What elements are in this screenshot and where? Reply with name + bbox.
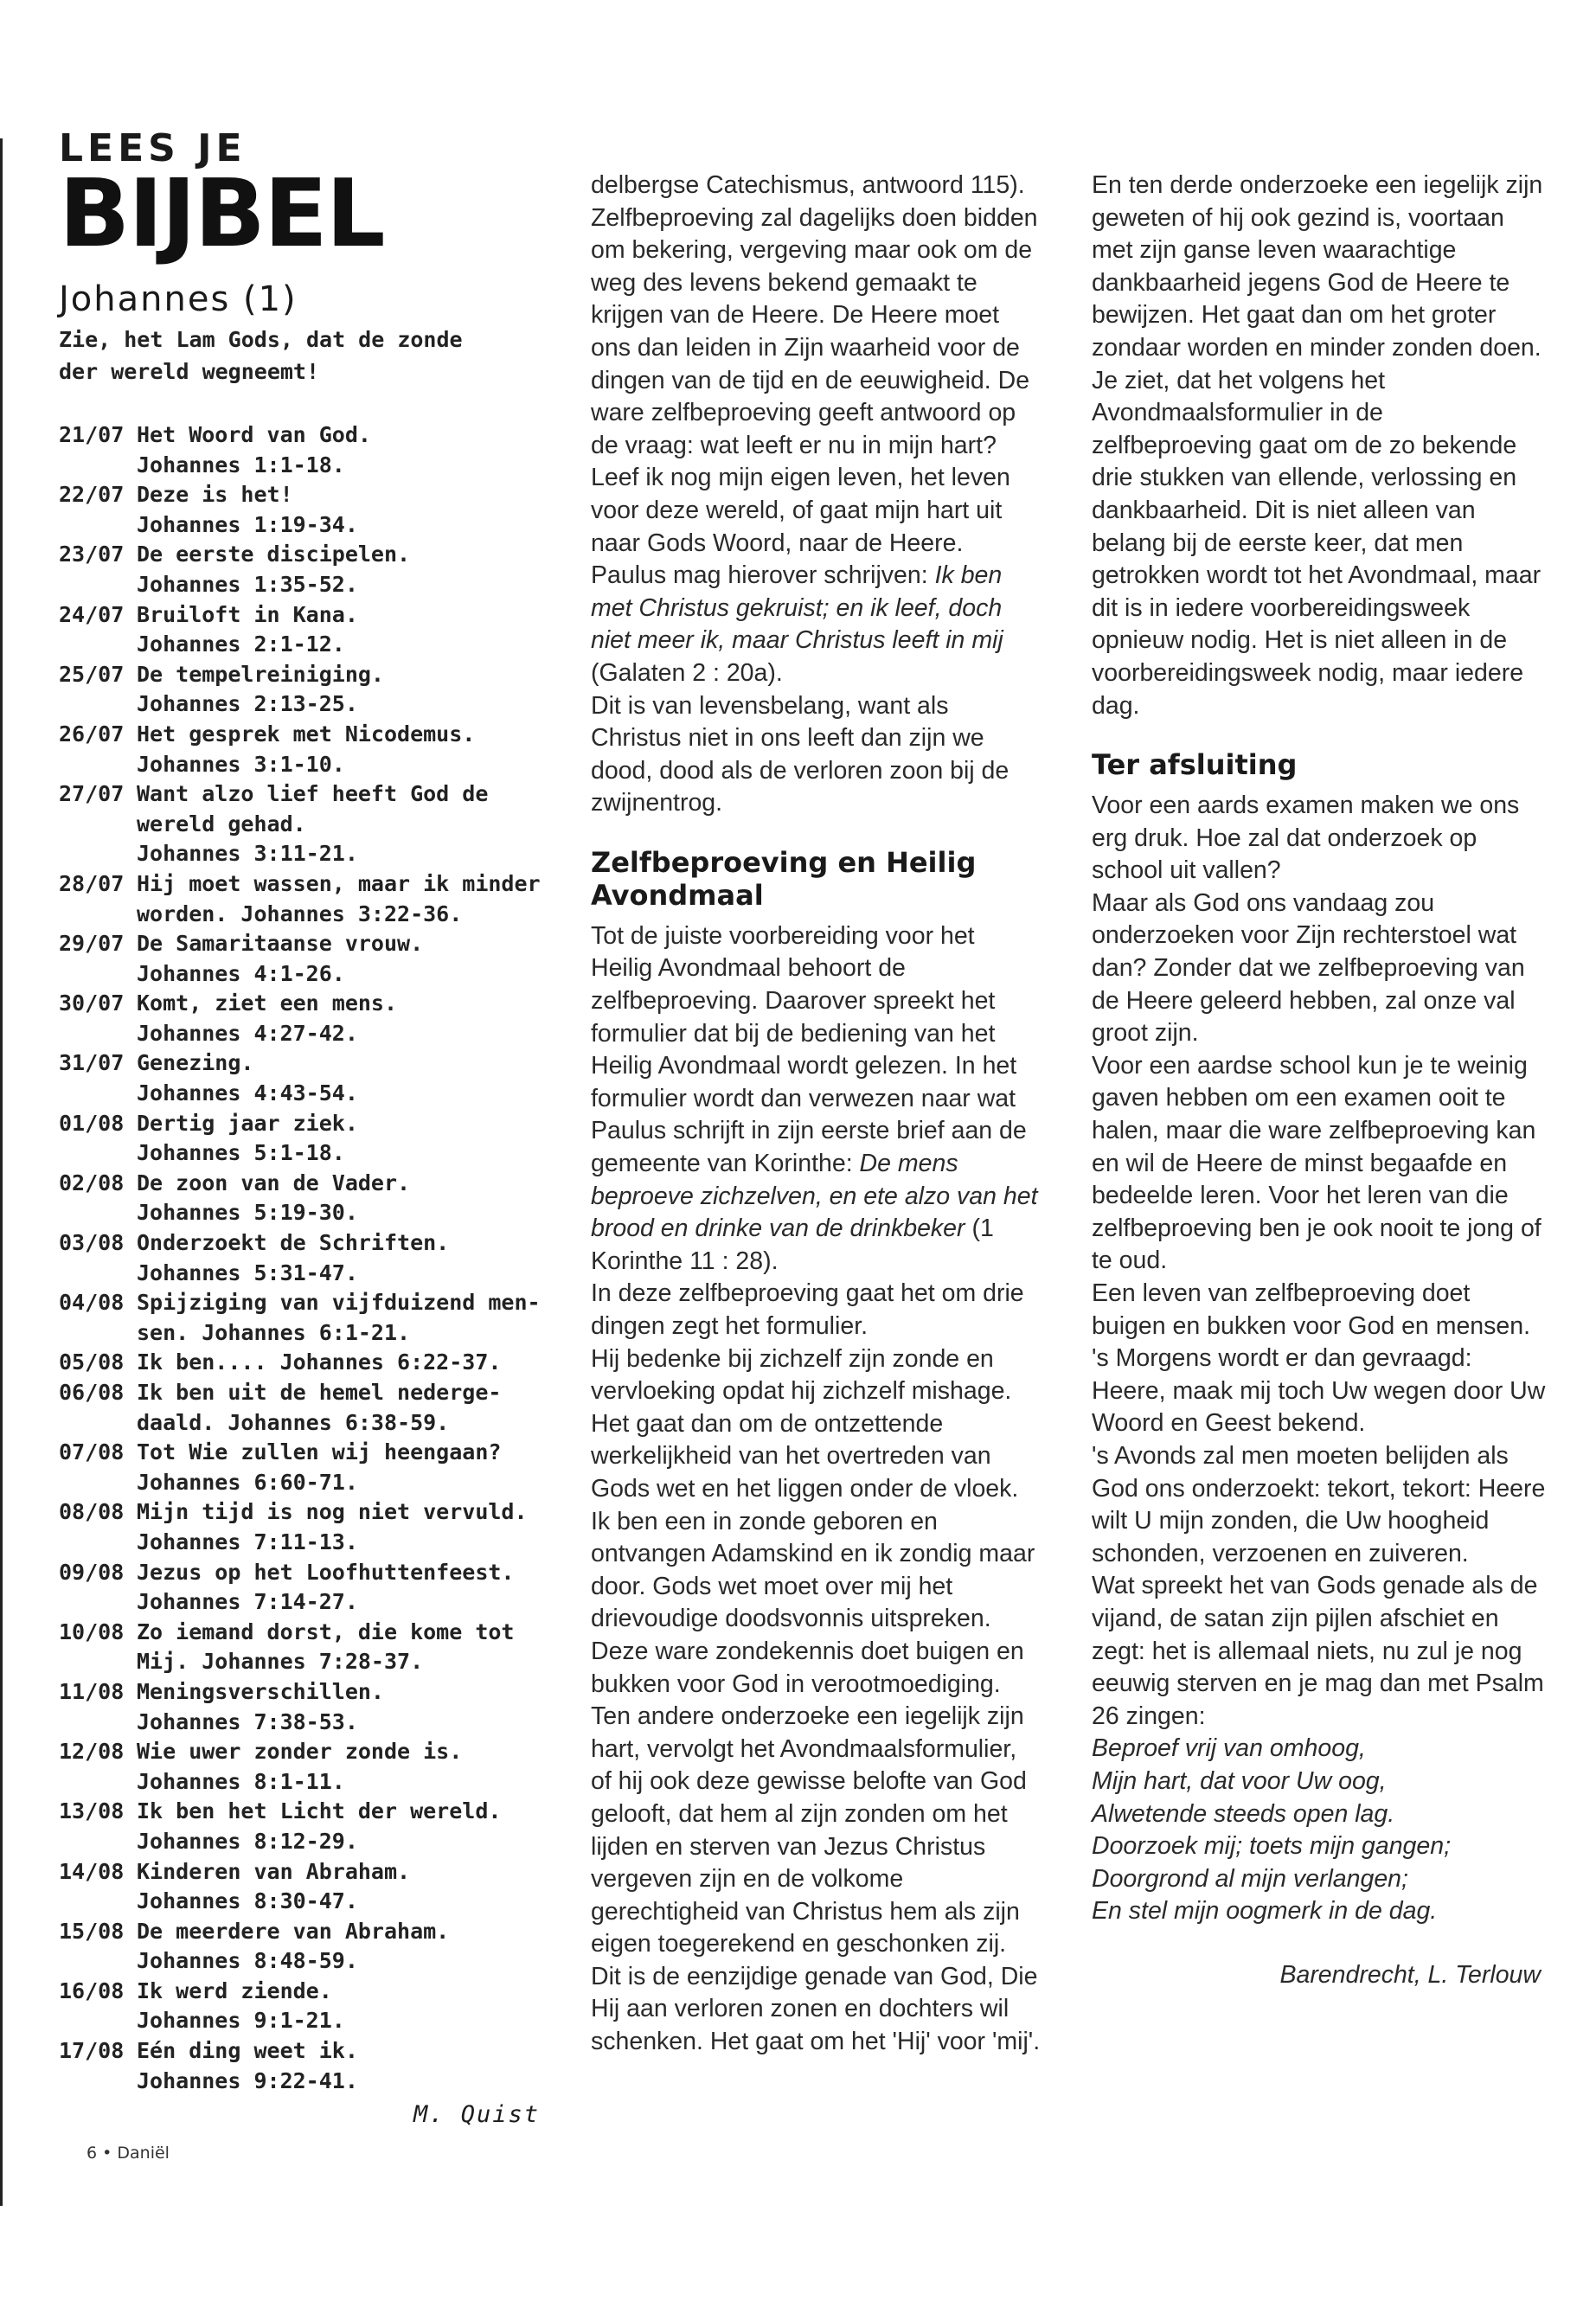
- reading-text: [137, 720, 543, 779]
- reading-entry: [59, 1977, 543, 2036]
- paragraph: [591, 920, 1041, 1279]
- page-edge-rule: [0, 138, 3, 2206]
- reading-text: [137, 1618, 543, 1677]
- reading-entry: [59, 1109, 543, 1169]
- reading-text: [137, 2036, 543, 2096]
- reading-line: Want alzo lief heeft God de: [137, 781, 489, 807]
- reading-text: [137, 869, 543, 929]
- reading-entry: [59, 1618, 543, 1677]
- reading-date: 28/07: [59, 870, 125, 896]
- article-column-3: [1092, 170, 1546, 1991]
- reading-line: Onderzoekt de Schriften.: [137, 1230, 450, 1256]
- reading-line: daald. Johannes 6:38-59.: [137, 1409, 450, 1435]
- reading-line: Johannes 7:11-13.: [137, 1529, 358, 1554]
- reading-entry: [59, 1558, 543, 1618]
- reading-entry: [59, 1677, 543, 1737]
- reading-line: De zoon van de Vader.: [137, 1170, 411, 1195]
- reading-line: Ik ben het Licht der wereld.: [137, 1798, 502, 1824]
- reading-text: [137, 1109, 543, 1169]
- reading-line: Johannes 5:31-47.: [137, 1259, 358, 1285]
- reading-line: Jezus op het Loofhuttenfeest.: [137, 1559, 515, 1585]
- reading-text: [137, 600, 543, 660]
- reading-text: [137, 1857, 543, 1917]
- reading-text: [137, 1797, 543, 1856]
- reading-date: 30/07: [59, 990, 125, 1016]
- reading-line: Johannes 1:1-18.: [137, 452, 345, 478]
- reading-list: [59, 420, 543, 2096]
- reading-date: 16/08: [59, 1977, 125, 2003]
- reading-date: 01/08: [59, 1110, 125, 1136]
- reading-line: Johannes 5:19-30.: [137, 1200, 358, 1226]
- reading-date: 09/08: [59, 1559, 125, 1585]
- reading-line: Zo iemand dorst, die kome tot: [137, 1618, 515, 1644]
- reading-entry: [59, 480, 543, 540]
- reading-line: De tempelreiniging.: [137, 661, 384, 687]
- reading-date: 08/08: [59, 1499, 125, 1525]
- reading-line: Johannes 1:35-52.: [137, 571, 358, 597]
- reading-text: [137, 1497, 543, 1557]
- reading-line: Genezing.: [137, 1050, 254, 1076]
- reading-text: [137, 480, 543, 540]
- reading-date: 12/08: [59, 1739, 125, 1765]
- reading-line: Dertig jaar ziek.: [137, 1110, 358, 1136]
- reading-entry: [59, 1048, 543, 1108]
- reading-line: Spijziging van vijfduizend men-: [137, 1290, 541, 1316]
- reading-text: [137, 1438, 543, 1497]
- paragraph: In deze zelfbeproeving gaat het om drie dingen zegt het formulier.: [591, 1279, 1024, 1340]
- reading-line: Johannes 4:27-42.: [137, 1020, 358, 1046]
- reading-text: [137, 1169, 543, 1228]
- reading-entry: [59, 540, 543, 599]
- reading-date: 02/08: [59, 1170, 125, 1195]
- reading-entry: [59, 1438, 543, 1497]
- reading-line: De eerste discipelen.: [137, 542, 411, 567]
- reading-line: Het gesprek met Nicodemus.: [137, 721, 476, 747]
- paragraph-text: delbergse Catechismus, antwoord 115). Zelfbeproeving zal dagelijks doen bidden om bekering, vergeving maar ook om de weg des levens bekend gemaakt te krijgen van de Heere. De Heere moet ons dan leiden in Zijn waarheid voor de dingen van de tijd en de eeuwigheid. De ware zelfbeproeving geeft antwoord op de vraag: wat leeft er nu in mijn hart? Leef ik nog mijn eigen leven, het leven voor deze wereld, of gaat mijn hart uit naar Gods Woord, naar de Heere. Paulus mag hierover schrijven:: [591, 171, 1038, 590]
- paragraph-text: Tot de juiste voorbereiding voor het Heilig Avondmaal behoort de zelfbeproeving. Daarover spreekt het formulier dat bij de bediening van het Heilig Avondmaal wordt gelezen. In het formulier wordt dan verwezen naar wat Paulus schrijft in zijn eerste brief aan de gemeente van Korinthe:: [591, 921, 1027, 1178]
- reading-date: 11/08: [59, 1678, 125, 1704]
- reading-line: Johannes 2:13-25.: [137, 691, 358, 717]
- reading-line: Tot Wie zullen wij heengaan?: [137, 1439, 502, 1465]
- reading-date: 23/07: [59, 542, 125, 567]
- reading-text: [137, 1378, 543, 1438]
- page-footer: 6 • Daniël: [87, 2144, 170, 2163]
- reading-text: [137, 1348, 543, 1378]
- reading-entry: [59, 1497, 543, 1557]
- reading-text: [137, 1737, 543, 1797]
- reading-line: Johannes 9:22-41.: [137, 2067, 358, 2093]
- reading-line: Ik ben uit de hemel nederge-: [137, 1380, 502, 1405]
- reading-line: Het Woord van God.: [137, 422, 371, 447]
- paragraph: Voor een aardse school kun je te weinig gaven hebben om een examen ooit te halen, maar die ware zelfbeproeving kan en wil de Heere de minst begaafde en bedeelde leren. Voor het leren van die zelfbeproeving ben je ook nooit te jong of te oud.: [1092, 1051, 1542, 1275]
- reading-line: Johannes 8:48-59.: [137, 1948, 358, 1974]
- reading-line: Komt, ziet een mens.: [137, 990, 398, 1016]
- reading-date: 27/07: [59, 781, 125, 807]
- psalm-line: Doorzoek mij; toets mijn gangen;: [1092, 1832, 1452, 1861]
- reading-line: Deze is het!: [137, 482, 293, 508]
- reading-date: 13/08: [59, 1798, 125, 1824]
- reading-entry: [59, 660, 543, 720]
- reading-line: Ik ben.... Johannes 6:22-37.: [137, 1349, 502, 1375]
- reading-text: [137, 420, 543, 480]
- reading-line: Johannes 9:1-21.: [137, 2008, 345, 2034]
- reading-text: [137, 779, 543, 869]
- reading-date: 07/08: [59, 1439, 125, 1465]
- reading-line: Eén ding weet ik.: [137, 2038, 358, 2064]
- reading-line: Johannes 7:14-27.: [137, 1589, 358, 1615]
- reading-date: 15/08: [59, 1918, 125, 1944]
- reading-entry: [59, 1169, 543, 1228]
- motto-text: [59, 324, 543, 388]
- reading-line: Bruiloft in Kana.: [137, 601, 358, 627]
- reading-entry: [59, 1797, 543, 1856]
- book-subtitle: Johannes (1): [59, 279, 298, 319]
- paragraph: En ten derde onderzoeke een iegelijk zijn geweten of hij ook gezind is, voortaan met zijn ganse leven waarachtige dankbaarheid jegens God de Heere te bewijzen. Het gaat dan om het groter zondaar worden en minder zonden doen.: [1092, 171, 1543, 362]
- motto-line: Zie, het Lam Gods, dat de zonde: [59, 327, 463, 352]
- reading-date: 06/08: [59, 1380, 125, 1405]
- reading-text: [137, 1677, 543, 1737]
- reading-date: 14/08: [59, 1858, 125, 1884]
- reading-line: Meningsverschillen.: [137, 1678, 384, 1704]
- reading-text: [137, 660, 543, 720]
- reading-text: [137, 1048, 543, 1108]
- reading-text: [137, 540, 543, 599]
- psalm-line: Beproef vrij van omhoog,: [1092, 1734, 1366, 1763]
- reading-text: [137, 929, 543, 989]
- reading-line: Ik werd ziende.: [137, 1977, 332, 2003]
- reading-line: Johannes 4:43-54.: [137, 1080, 358, 1106]
- scripture-quote: De mens beproeve zichzelven, en ete alzo van het brood en drinke van de drinkbeker: [591, 1150, 1038, 1243]
- paragraph: Hij bedenke bij zichzelf zijn zonde en vervloeking opdat hij zichzelf mishage. Het gaat dan om de ontzettende werkelijkheid van het overtreden van Gods wet en het liggen onder de vloek. Ik ben een in zonde geboren en ontvangen Adamskind en ik zondig maar door. Gods wet moet over mij het drievoudige doodsvonnis uitspreken. Deze ware zondekennis doet buigen en bukken voor God in verootmoediging.: [591, 1344, 1035, 1698]
- reading-entry: [59, 1857, 543, 1917]
- reading-text: [137, 1977, 543, 2036]
- reading-date: 24/07: [59, 601, 125, 627]
- reading-text: [137, 1558, 543, 1618]
- reading-entry: [59, 1917, 543, 1977]
- reading-line: sen. Johannes 6:1-21.: [137, 1319, 411, 1345]
- reading-entry: [59, 929, 543, 989]
- reading-text: [137, 989, 543, 1048]
- psalm-verse: [1092, 1733, 1546, 1928]
- reading-entry: [59, 720, 543, 779]
- paragraph: Voor een aards examen maken we ons erg druk. Hoe zal dat onderzoek op school uit vallen?: [1092, 792, 1520, 885]
- scripture-quote: Ik ben met Christus gekruist; en ik leef, doch niet meer ik, maar Christus leeft in mij: [591, 561, 1003, 655]
- reading-date: 29/07: [59, 931, 125, 957]
- reading-entry: [59, 989, 543, 1048]
- reading-line: Mijn tijd is nog niet vervuld.: [137, 1499, 528, 1525]
- reading-date: 04/08: [59, 1290, 125, 1316]
- reading-line: worden. Johannes 3:22-36.: [137, 901, 463, 926]
- reading-entry: [59, 1288, 543, 1348]
- reading-line: Johannes 3:1-10.: [137, 751, 345, 777]
- reading-line: Hij moet wassen, maar ik minder: [137, 870, 541, 896]
- reading-date: 10/08: [59, 1618, 125, 1644]
- reading-entry: [59, 1378, 543, 1438]
- reading-entry: [59, 779, 543, 869]
- reading-line: Johannes 8:30-47.: [137, 1888, 358, 1914]
- reading-entry: [59, 600, 543, 660]
- reading-schedule-column: [59, 126, 543, 2129]
- psalm-line: Doorgrond al mijn verlangen;: [1092, 1864, 1408, 1893]
- reading-line: Wie uwer zonder zonde is.: [137, 1739, 463, 1765]
- paragraph: Wat spreekt het van Gods genade als de vijand, de satan zijn pijlen afschiet en zegt: het is allemaal niets, nu zul je nog eeuwig sterven en je mag dan met Psalm 26 zingen:: [1092, 1572, 1544, 1730]
- article-column-2: [591, 170, 1041, 2059]
- reading-date: 03/08: [59, 1230, 125, 1256]
- paragraph: Je ziet, dat het volgens het Avondmaalsformulier in de zelfbeproeving gaat om de zo bekende drie stukken van ellende, verlossing en dankbaarheid. Dit is niet alleen van belang bij de eerste keer, dat men getrokken wordt tot het Avondmaal, maar dit is in iedere voorbereidingsweek opnieuw nodig. Het is niet alleen in de voorbereidingsweek nodig, maar iedere dag.: [1092, 366, 1542, 720]
- paragraph: Maar als God ons vandaag zou onderzoeken voor Zijn rechterstoel wat dan? Zonder dat we zelfbeproeving van de Heere geleerd hebben, zal onze val groot zijn.: [1092, 888, 1525, 1048]
- reading-line: Johannes 8:12-29.: [137, 1828, 358, 1854]
- section-kicker: LEES JE: [59, 126, 247, 170]
- reading-line: Johannes 6:60-71.: [137, 1469, 358, 1495]
- article-author: Barendrecht, L. Terlouw: [1279, 1960, 1541, 1989]
- reading-line: Johannes 1:19-34.: [137, 511, 358, 537]
- psalm-line: Alwetende steeds open lag.: [1092, 1799, 1395, 1828]
- reading-entry: [59, 869, 543, 929]
- paragraph: Dit is de eenzijdige genade van God, Die Hij aan verloren zonen en dochters wil schenken. Het gaat om het 'Hij' voor 'mij'.: [591, 1962, 1041, 2056]
- reading-line: De Samaritaanse vrouw.: [137, 931, 424, 957]
- paragraph: Een leven van zelfbeproeving doet buigen en bukken voor God en mensen. 's Morgens wordt er dan gevraagd: Heere, maak mij toch Uw wegen door Uw Woord en Geest bekend.: [1092, 1279, 1546, 1438]
- reading-text: [137, 1917, 543, 1977]
- reading-entry: [59, 420, 543, 480]
- reading-entry: [59, 1348, 543, 1378]
- psalm-line: En stel mijn oogmerk in de dag.: [1092, 1897, 1438, 1926]
- reading-date: 17/08: [59, 2038, 125, 2064]
- reading-line: Johannes 5:1-18.: [137, 1140, 345, 1166]
- reading-line: De meerdere van Abraham.: [137, 1918, 450, 1944]
- reading-entry: [59, 2036, 543, 2096]
- section-title: BIJBEL: [59, 160, 384, 268]
- reading-date: 22/07: [59, 482, 125, 508]
- reading-line: Mij. Johannes 7:28-37.: [137, 1649, 424, 1675]
- reading-line: Johannes 2:1-12.: [137, 631, 345, 657]
- psalm-line: Mijn hart, dat voor Uw oog,: [1092, 1766, 1387, 1795]
- section-heading: Ter afsluiting: [1092, 748, 1298, 782]
- paragraph: Ten andere onderzoeke een iegelijk zijn hart, vervolgt het Avondmaalsformulier, of hij ook deze gewisse belofte van God gelooft, dat hem al zijn zonden om het lijden en sterven van Jezus Christus vergeven zijn en de volkome gerechtigheid van Christus hem als zijn eigen toegerekend en geschonken zij.: [591, 1702, 1027, 1958]
- scripture-reference: (1 Korinthe 11 : 28).: [591, 1215, 994, 1275]
- section-heading: Zelfbeproeving en Heilig Avondmaal: [591, 845, 977, 912]
- reading-line: Johannes 7:38-53.: [137, 1708, 358, 1734]
- reading-date: 21/07: [59, 422, 125, 447]
- reading-date: 25/07: [59, 661, 125, 687]
- paragraph: Dit is van levensbelang, want als Christus niet in ons leeft dan zijn we dood, dood als de verloren zoon bij de zwijnentrog.: [591, 691, 1010, 817]
- motto-line: der wereld wegneemt!: [59, 359, 320, 384]
- reading-date: 05/08: [59, 1349, 125, 1375]
- reading-line: Johannes 4:1-26.: [137, 960, 345, 986]
- paragraph: 's Avonds zal men moeten belijden als God ons onderzoekt: tekort, tekort: Heere wilt U mijn zonden, die Uw hoogheid schonden, verzoenen en zuiveren.: [1092, 1441, 1546, 1567]
- reading-line: wereld gehad.: [137, 811, 306, 836]
- scripture-reference: (Galaten 2 : 20a).: [591, 658, 783, 687]
- reading-line: Johannes 8:1-11.: [137, 1768, 345, 1794]
- reading-line: Johannes 3:11-21.: [137, 841, 358, 867]
- schedule-author: M. Quist: [413, 2101, 540, 2129]
- reading-entry: [59, 1228, 543, 1288]
- reading-date: 26/07: [59, 721, 125, 747]
- reading-text: [137, 1228, 543, 1288]
- paragraph: [591, 170, 1041, 690]
- reading-entry: [59, 1737, 543, 1797]
- reading-text: [137, 1288, 543, 1348]
- reading-line: Kinderen van Abraham.: [137, 1858, 411, 1884]
- reading-date: 31/07: [59, 1050, 125, 1076]
